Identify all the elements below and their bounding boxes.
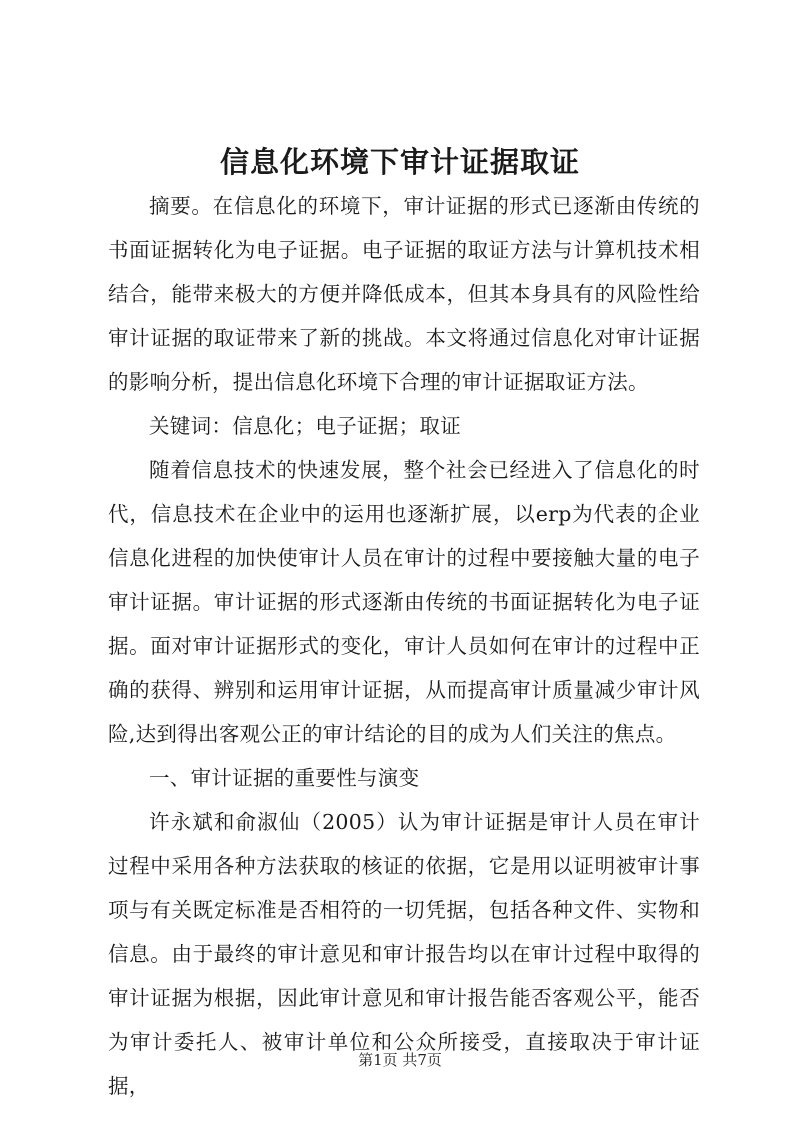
abstract-paragraph: 摘要。在信息化的环境下，审计证据的形式已逐渐由传统的书面证据转化为电子证据。电子证据的取证方法与计算机技术相结合，能带来极大的方便并降低成本，但其本身具有的风险性给审计证据的取证带来了新的挑战。本文将通过信息化对审计证据的影响分析，提出信息化环境下合理的审计证据取证方法。 [108, 194, 700, 394]
section-heading: 一、审计证据的重要性与演变 [149, 766, 420, 790]
intro-paragraph: 随着信息技术的快速发展，整个社会已经进入了信息化的时代，信息技术在企业中的运用也逐渐扩展，以erp为代表的企业信息化进程的加快使审计人员在审计的过程中要接触大量的电子审计证据。审计证据的形式逐渐由传统的书面证据转化为电子证据。面对审计证据形式的变化，审计人员如何在审计的过程中正确的获得、辨别和运用审计证据，从而提高审计质量减少审计风险,达到得出客观公正的审计结论的目的成为人们关注的焦点。 [108, 458, 700, 746]
page-footer: 第1页 共7页 [358, 1051, 442, 1069]
section-paragraph: 许永斌和俞淑仙（2005）认为审计证据是审计人员在审计过程中采用各种方法获取的核证的依据，它是用以证明被审计事项与有关既定标准是否相符的一切凭据，包括各种文件、实物和信息。由于最终的审计意见和审计报告均以在审计过程中取得的审计证据为根据，因此审计意见和审计报告能否客观公平，能否为审计委托人、被审计单位和公众所接受，直接取决于审计证据， [108, 810, 700, 1098]
document-title: 信息化环境下审计证据取证 [219, 145, 580, 179]
keywords-paragraph: 关键词：信息化；电子证据；取证 [149, 414, 461, 438]
document-body [108, 184, 700, 1108]
